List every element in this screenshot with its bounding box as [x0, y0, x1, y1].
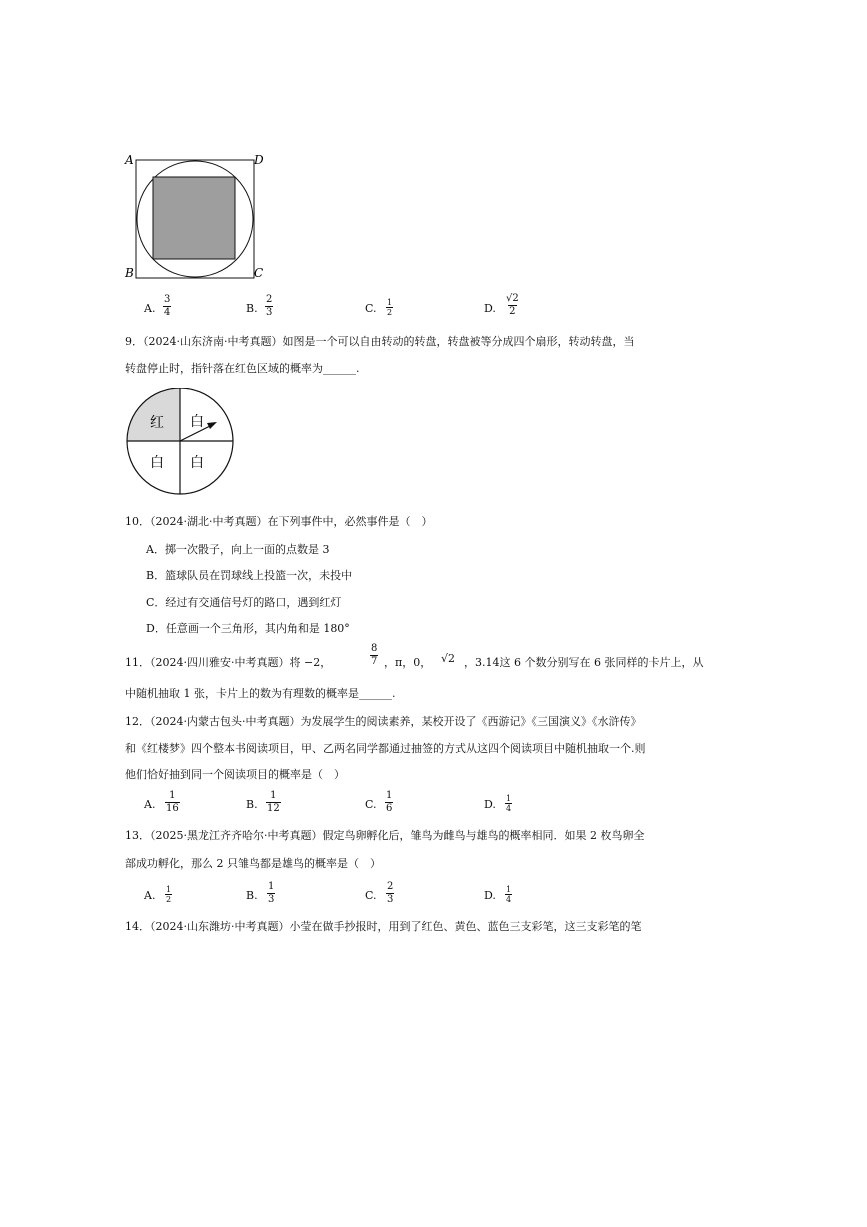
- q13-line2: 部成功孵化，那么 2 只雏鸟都是雄鸟的概率是（ ）: [125, 857, 381, 870]
- q11-text-pre: 11．（2024·四川雅安·中考真题）将 −2，: [125, 656, 332, 669]
- q13-option-d-letter: D.: [484, 889, 496, 902]
- spinner-figure: [122, 388, 238, 498]
- q13-option-b-letter: B.: [246, 889, 258, 902]
- square-circle-figure: [118, 150, 268, 280]
- label-b: B: [125, 266, 134, 280]
- q13-line1: 13．（2025·黑龙江齐齐哈尔·中考真题）假定鸟卵孵化后，雏鸟为雌鸟与雄鸟的概率相同．如果 2 枚鸟卵全: [125, 829, 645, 842]
- q11-text-post: ，3.14这 6 个数分别写在 6 张同样的卡片上，从: [464, 656, 704, 669]
- q14-line1: 14．（2024·山东潍坊·中考真题）小莹在做手抄报时，用到了红色、黄色、蓝色三支彩笔，这三支彩笔的笔: [125, 920, 642, 933]
- label-d: D: [254, 153, 264, 167]
- q13-option-a-fraction: $\frac{1}{2}$: [166, 885, 172, 905]
- q13-option-c-fraction: $\frac{2}{3}$: [387, 881, 394, 905]
- sector-white-label-bl: 白: [150, 455, 164, 471]
- q8-option-b-letter: B.: [246, 302, 258, 315]
- q8-option-a-fraction: $\frac{3}{4}$: [164, 294, 171, 318]
- q8-option-a-letter: A.: [144, 302, 156, 315]
- q10-option-b: B．篮球队员在罚球线上投篮一次，未投中: [146, 569, 353, 582]
- q13-option-c-letter: C.: [365, 889, 377, 902]
- q8-option-b-fraction: $\frac{2}{3}$: [266, 294, 273, 318]
- q10-stem: 10．（2024·湖北·中考真题）在下列事件中，必然事件是（ ）: [125, 515, 433, 528]
- label-c: C: [254, 266, 264, 280]
- q8-option-d-fraction: $\frac{√2}{2}$: [506, 293, 519, 317]
- q11-line2: 中随机抽取 1 张，卡片上的数为有理数的概率是______.: [125, 687, 396, 700]
- label-a: A: [125, 153, 134, 167]
- q8-option-c-fraction: $\frac{1}{2}$: [387, 298, 393, 318]
- q12-option-b-fraction: $\frac{1}{12}$: [267, 790, 280, 814]
- q11-sqrt: √2: [441, 652, 456, 665]
- sector-red-label: 红: [150, 415, 164, 431]
- q8-option-c-letter: C.: [365, 302, 377, 315]
- q12-line1: 12．（2024·内蒙古包头·中考真题）为发展学生的阅读素养，某校开设了《西游记》《三国演义》《水浒传》: [125, 715, 642, 728]
- sector-white-label-br: 白: [190, 455, 204, 471]
- q10-option-a: A．掷一次骰子，向上一面的点数是 3: [146, 543, 330, 556]
- q12-option-c-fraction: $\frac{1}{6}$: [386, 790, 393, 814]
- q11-sqrt-radicand: 2: [448, 652, 456, 665]
- q13-option-b-fraction: $\frac{1}{3}$: [268, 881, 275, 905]
- sector-white-label-tr: 白: [190, 414, 204, 430]
- q13-option-a-letter: A.: [144, 889, 156, 902]
- q9-line2: 转盘停止时，指针落在红色区域的概率为______.: [125, 362, 360, 375]
- q12-line2: 和《红楼梦》四个整本书阅读项目，甲、乙两名同学都通过抽签的方式从这四个阅读项目中随机抽取一个.则: [125, 742, 646, 755]
- q12-option-c-letter: C.: [365, 798, 377, 811]
- q8-option-d-letter: D.: [484, 302, 496, 315]
- q12-line3: 他们恰好抽到同一个阅读项目的概率是（ ）: [125, 768, 345, 781]
- q12-option-b-letter: B.: [246, 798, 258, 811]
- q12-option-a-letter: A.: [144, 798, 156, 811]
- q11-text-mid: ，π，0，: [384, 656, 432, 669]
- q12-option-d-letter: D.: [484, 798, 496, 811]
- q12-option-a-fraction: $\frac{1}{16}$: [166, 790, 179, 814]
- q13-option-d-fraction: $\frac{1}{4}$: [506, 885, 512, 905]
- q12-option-d-fraction: $\frac{1}{4}$: [506, 794, 512, 814]
- q10-option-c: C．经过有交通信号灯的路口，遇到红灯: [146, 596, 342, 609]
- q10-option-d: D．任意画一个三角形，其内角和是 180°: [146, 622, 350, 635]
- q9-line1: 9．（2024·山东济南·中考真题）如图是一个可以自由转动的转盘，转盘被等分成四个扇形，转动转盘，当: [125, 335, 635, 348]
- q11-fraction: $\frac{8}{7}$: [371, 643, 378, 667]
